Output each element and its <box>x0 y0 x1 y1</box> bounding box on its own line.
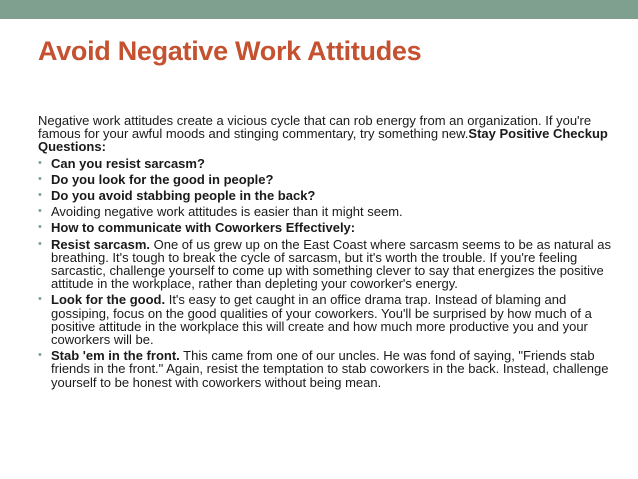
bullet-body: This came from one of our uncles. He was fond of saying, "Friends stab friends in the front." Again, resist the temptation to stab coworkers in the back. Instead, challenge yourself to be honest with coworkers without being mean. <box>51 348 609 390</box>
bullet-marker-icon: • <box>38 293 42 306</box>
bullet-lead: Can you resist sarcasm? <box>51 155 205 171</box>
bullet-item <box>38 157 613 170</box>
bullet-item <box>38 238 613 291</box>
bullet-lead: Do you avoid stabbing people in the back? <box>51 188 316 204</box>
bullet-body: Avoiding negative work attitudes is easier than it might seem. <box>51 204 403 220</box>
bullet-body: One of us grew up on the East Coast where sarcasm seems to be as natural as breathing. It's tough to break the cycle of sarcasm, but it's worth the trouble. If you're feeling sarcastic, challenge yourself to come up with something clever to say that energizes the positive attitude in the workplace, rather than depleting your coworker's energy. <box>51 236 612 292</box>
bullet-lead: Stab 'em in the front. <box>51 348 180 364</box>
bullet-lead: How to communicate with Coworkers Effectively: <box>51 220 356 236</box>
intro-bold-heading: Stay Positive Checkup Questions: <box>38 126 608 155</box>
bullet-marker-icon: • <box>38 172 42 185</box>
bullet-item <box>38 173 613 186</box>
bullet-marker-icon: • <box>38 237 42 250</box>
bullet-marker-icon: • <box>38 349 42 362</box>
bullet-item <box>38 189 613 202</box>
slide-title: Avoid Negative Work Attitudes <box>38 36 422 66</box>
bullet-item <box>38 205 613 218</box>
top-accent-bar <box>0 0 638 19</box>
bullet-lead: Look for the good. <box>51 292 166 308</box>
bullet-marker-icon: • <box>38 221 42 234</box>
bullet-item <box>38 349 613 389</box>
bullet-marker-icon: • <box>38 189 42 202</box>
slide-body <box>38 114 613 389</box>
bullet-item <box>38 221 613 234</box>
bullet-list <box>38 157 613 389</box>
intro-paragraph <box>38 114 613 154</box>
bullet-lead: Do you look for the good in people? <box>51 171 274 187</box>
bullet-lead: Resist sarcasm. <box>51 236 151 252</box>
bullet-body: It's easy to get caught in an office drama trap. Instead of blaming and gossiping, focus on the good qualities of your coworkers. You'll be surprised by how much of a positive attitude in the workplace this will create and how much more productive you and your coworkers will be. <box>51 292 592 348</box>
bullet-marker-icon: • <box>38 156 42 169</box>
bullet-item <box>38 293 613 346</box>
bullet-marker-icon: • <box>38 205 42 218</box>
intro-text: Negative work attitudes create a vicious cycle that can rob energy from an organization. If you're famous for your awful moods and stinging commentary, try something new. <box>38 113 592 142</box>
